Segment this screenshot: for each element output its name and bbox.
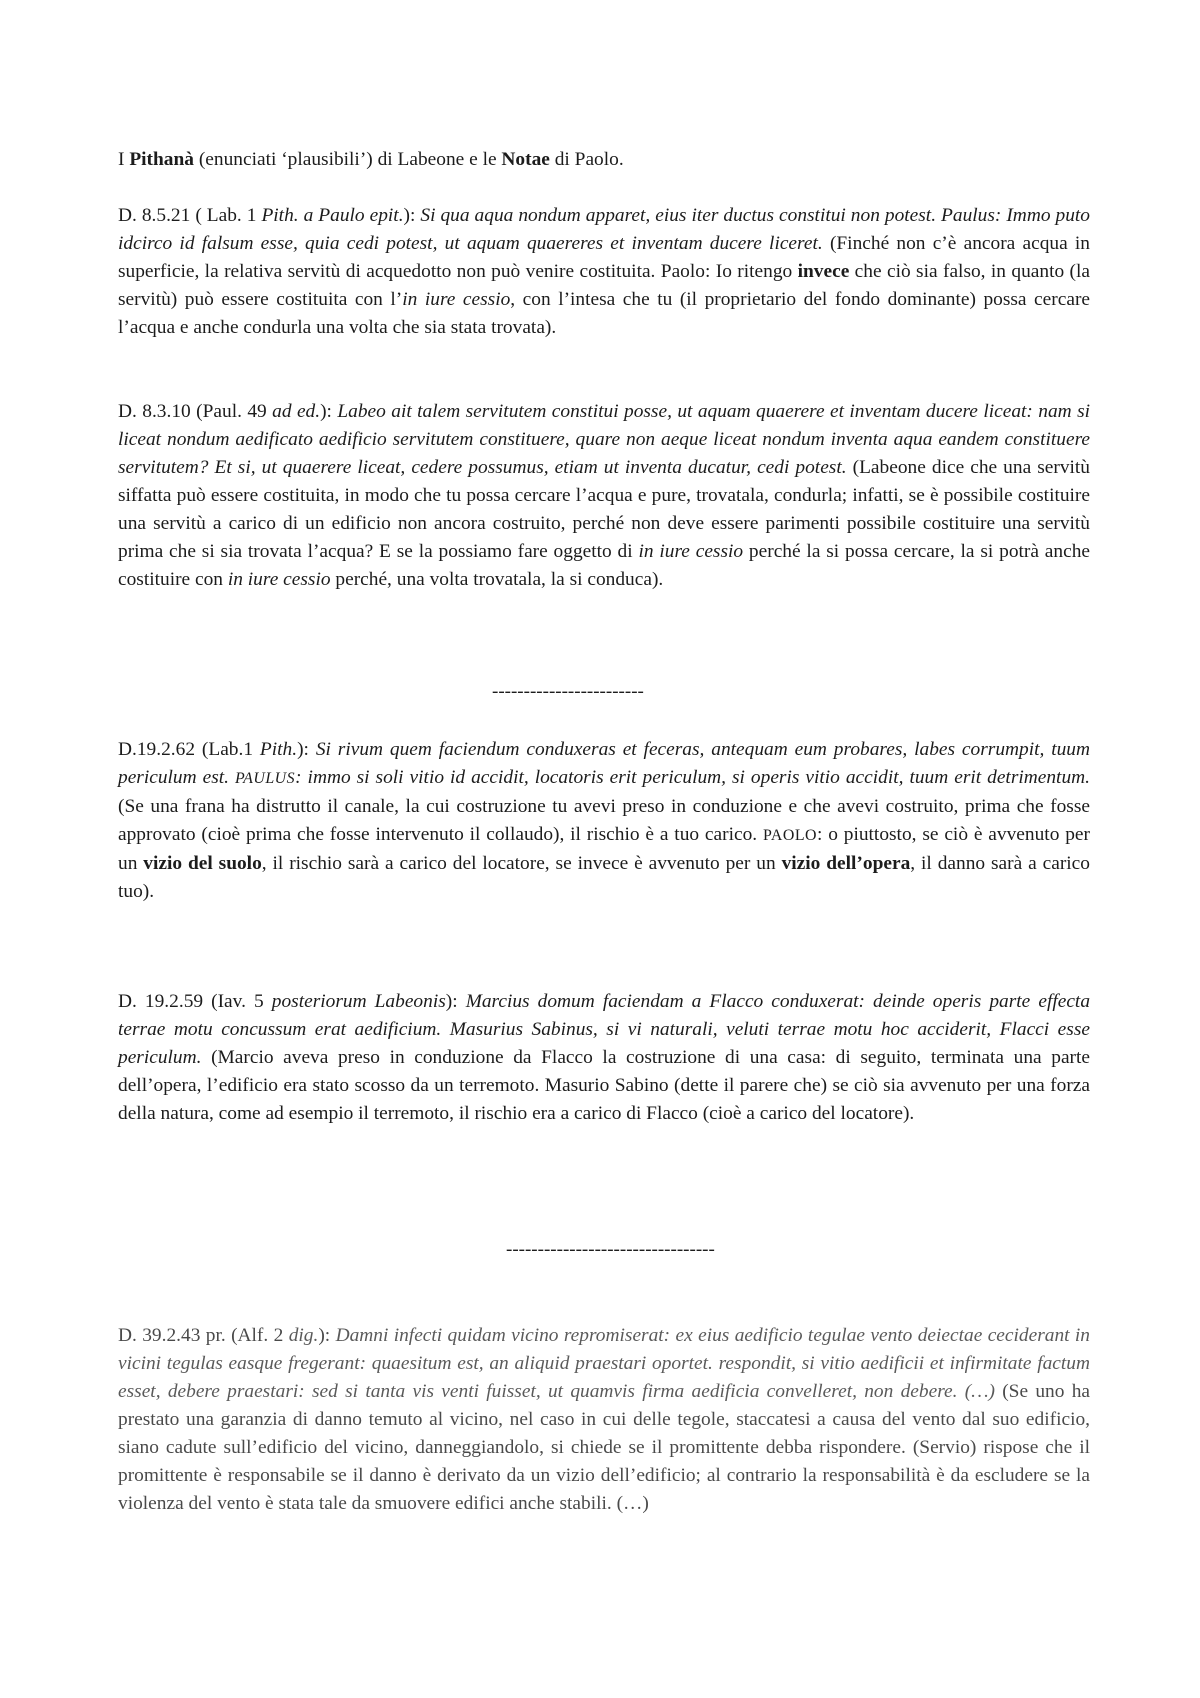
citation: D.19.2.62 (Lab.1 bbox=[118, 739, 260, 760]
italian-translation: (Se una frana ha distrutto il canale, la cui costruzione tu avevi preso in conduzione e che avevi costruito, prima che fosse approvato (cioè prima che fosse intervenuto il collaudo), il rischio è a tuo carico. bbox=[118, 796, 1090, 845]
italian-translation: , il rischio sarà a carico del locatore, se invece è avvenuto per un bbox=[261, 853, 782, 874]
italian-translation: che ciò sia falso, in quanto (la servitù) può essere costituita con l’ bbox=[118, 261, 1091, 310]
italian-translation: perché la si possa cercare, la si potrà anche costituire con bbox=[118, 541, 1090, 590]
paragraph-d-8-3-10 bbox=[118, 398, 1090, 594]
citation: D. 39.2.43 pr. (Alf. 2 bbox=[118, 1325, 289, 1346]
heading-notae: Notae bbox=[501, 149, 550, 170]
citation-work: dig. bbox=[288, 1325, 319, 1346]
small-caps-name: PAOLO bbox=[762, 827, 817, 844]
latin-term: in iure cessio bbox=[638, 541, 744, 562]
small-caps-name: PAULUS bbox=[235, 770, 296, 787]
italian-translation: : o piuttosto, se ciò è avvenuto per un bbox=[118, 824, 1090, 874]
citation: ): bbox=[403, 205, 421, 226]
document-heading bbox=[118, 146, 1090, 174]
citation: ): bbox=[297, 739, 316, 760]
emphasis: invece bbox=[797, 261, 850, 282]
citation: ): bbox=[320, 401, 338, 422]
citation-work: posteriorum Labeonis bbox=[271, 991, 446, 1012]
paragraph-d-19-2-62 bbox=[118, 736, 1090, 906]
latin-text: Damni infecti quidam vicino repromiserat: ex eius aedificio tegulae vento deiectae ceciderant in vicini tegulas easque fregerant: quaesitum est, an aliquid praestari oportet. respondit, si vitio aedificii et infirmitate factum esset, debere praestari: sed si tanta vis venti fuisset, ut quamvis firma aedificia convelleret, non debere. (…) bbox=[118, 1325, 1090, 1402]
paragraph-d-8-5-21 bbox=[118, 202, 1090, 342]
italian-translation: (Marcio aveva preso in conduzione da Flacco la costruzione di una casa: di seguito, terminata una parte dell’opera, l’edificio era stato scosso da un terremoto. Masurio Sabino (dette il parere che) se ciò sia avvenuto per una forza della natura, come ad esempio il terremoto, il rischio era a carico di Flacco (cioè a carico del locatore). bbox=[118, 1047, 1090, 1124]
latin-term: in iure cessio bbox=[227, 569, 331, 590]
paragraph-d-19-2-59 bbox=[118, 988, 1090, 1128]
heading-text: (enunciati ‘plausibili’) di Labeone e le bbox=[193, 149, 502, 170]
italian-translation: (Labeone dice che una servitù siffatta può essere costituita, in modo che tu possa cercare l’acqua e pure, trovatala, condurla; infatti, se è possibile costituire una servitù a carico di un edificio non ancora costruito, perché non deve essere parimenti possibile costituire una servitù prima che si sia trovata l’acqua? E se la possiamo fare oggetto di bbox=[118, 457, 1090, 562]
citation-work: Pith. bbox=[259, 739, 298, 760]
latin-text: Si rivum quem faciendum conduxeras et feceras, antequam eum probares, labes corrumpit, tuum periculum est. bbox=[118, 739, 1090, 788]
section-separator: --------------------------------- bbox=[506, 1239, 715, 1260]
heading-text: di Paolo. bbox=[549, 149, 624, 170]
italian-translation: perché, una volta trovatala, la si conduca). bbox=[330, 569, 664, 590]
latin-text: Si qua aqua nondum apparet, eius iter ductus constitui non potest. Paulus: Immo puto idcirco id falsum esse, quia cedi potest, ut aquam quaereres et inventam ducere liceret. bbox=[118, 205, 1090, 254]
emphasis: vizio dell’opera bbox=[781, 853, 911, 874]
citation: D. 8.5.21 ( Lab. 1 bbox=[118, 205, 262, 226]
citation: D. 19.2.59 (Iav. 5 bbox=[118, 991, 272, 1012]
latin-term: in iure cessio bbox=[402, 289, 511, 310]
citation-work: Pith. a Paulo epit. bbox=[261, 205, 404, 226]
citation: ): bbox=[318, 1325, 336, 1346]
emphasis: vizio del suolo bbox=[143, 853, 262, 874]
italian-translation: (Se uno ha prestato una garanzia di danno temuto al vicino, nel caso in cui delle tegole, staccatesi a causa del vento dal suo edificio, siano cadute sull’edificio del vicino, danneggiandolo, si chiede se il promittente debba rispondere. (Servio) rispose che il promittente è responsabile se il danno è derivato da un vizio dell’edificio; al contrario la responsabilità è da escludere se la violenza del vento è stata tale da smuovere edifici anche stabili. (…) bbox=[118, 1381, 1091, 1514]
citation: D. 8.3.10 (Paul. 49 bbox=[118, 401, 273, 422]
paragraph-d-39-2-43 bbox=[118, 1322, 1090, 1518]
italian-translation: , con l’intesa che tu (il proprietario del fondo dominante) possa cercare l’acqua e anche condurla una volta che sia stata trovata). bbox=[118, 289, 1091, 338]
latin-text: : immo si soli vitio id accidit, locatoris erit periculum, si operis vitio accidit, tuum erit detrimentum. bbox=[295, 767, 1090, 788]
italian-translation: , il danno sarà a carico tuo). bbox=[118, 853, 1090, 902]
citation: ): bbox=[445, 991, 466, 1012]
section-separator: ------------------------ bbox=[492, 681, 644, 702]
latin-text: Marcius domum faciendam a Flacco conduxerat: deinde operis parte effecta terrae motu concussum erat aedificium. Masurius Sabinus, si vi naturali, veluti terrae motu hoc acciderit, Flacci esse periculum. bbox=[118, 991, 1091, 1068]
latin-text: Labeo ait talem servitutem constitui posse, ut aquam quaerere et inventam ducere liceat: nam si liceat nondum aedificato aedificio servitutem constituere, quare non aeque liceat nondum inventa aqua eandem constituere servitutem? Et si, ut quaerere liceat, cedere possumus, etiam ut inventa ducatur, cedi potest. bbox=[118, 401, 1091, 478]
italian-translation: (Finché non c’è ancora acqua in superficie, la relativa servitù di acquedotto non può venire costituita. Paolo: Io ritengo bbox=[118, 233, 1090, 282]
citation-work: ad ed. bbox=[272, 401, 321, 422]
heading-pithana: Pithanà bbox=[129, 149, 194, 170]
heading-text: I bbox=[118, 149, 130, 170]
